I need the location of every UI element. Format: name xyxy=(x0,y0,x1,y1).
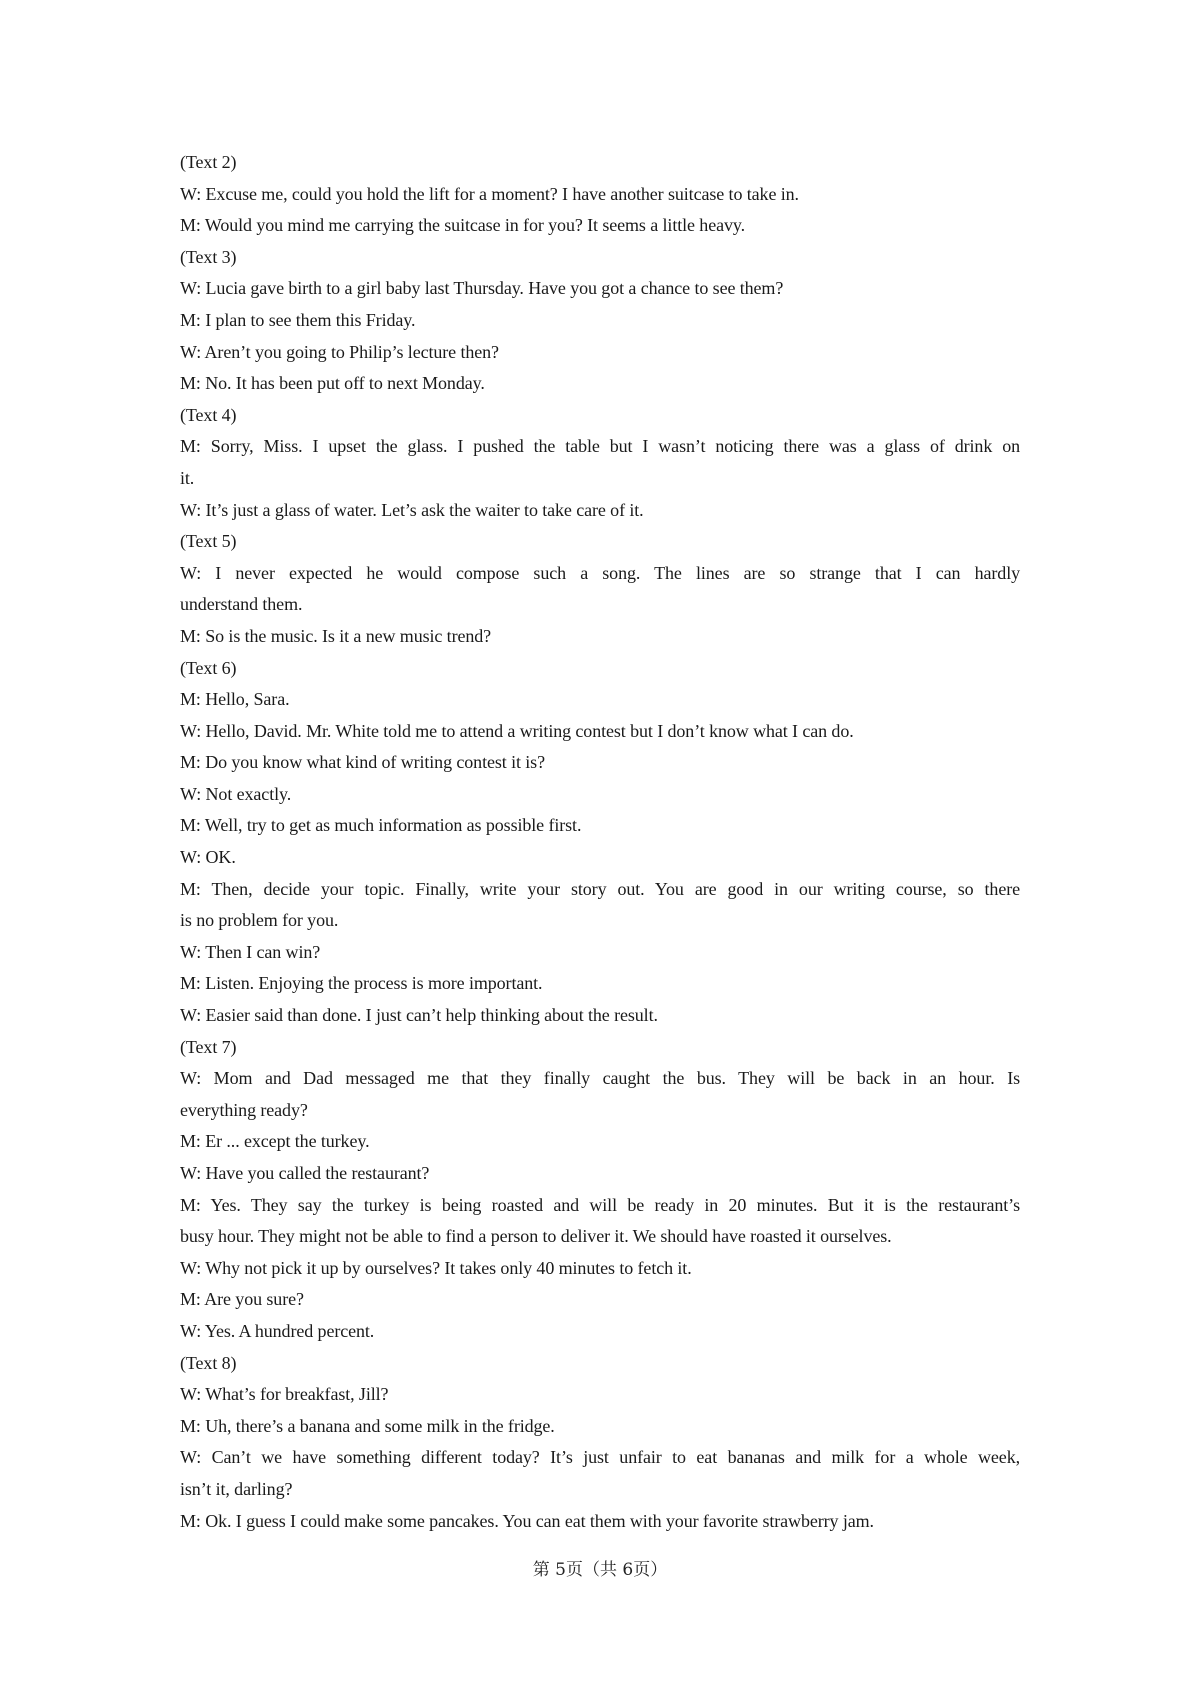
dialogue-line-continuation: it. xyxy=(180,467,195,488)
dialogue-line: W: It’s just a glass of water. Let’s ask the waiter to take care of it. xyxy=(180,499,644,520)
text-heading: (Text 7) xyxy=(180,1036,237,1057)
dialogue-line: W: What’s for breakfast, Jill? xyxy=(180,1384,389,1405)
dialogue-line: M: Er ... except the turkey. xyxy=(180,1131,370,1152)
transcript-body xyxy=(180,147,1020,1537)
dialogue-line: W: Why not pick it up by ourselves? It takes only 40 minutes to fetch it. xyxy=(180,1257,692,1278)
dialogue-line-continuation: isn’t it, darling? xyxy=(180,1478,293,1499)
text-heading: (Text 8) xyxy=(180,1352,237,1373)
dialogue-line: W: Then I can win? xyxy=(180,941,321,962)
dialogue-line: W: Can’t we have something different today? It’s just unfair to eat bananas and milk for a whole week, xyxy=(180,1447,1020,1468)
dialogue-line: W: Not exactly. xyxy=(180,783,292,804)
dialogue-line: M: Then, decide your topic. Finally, write your story out. You are good in our writing course, so there xyxy=(180,878,1020,899)
text-heading: (Text 4) xyxy=(180,404,237,425)
dialogue-line: W: Mom and Dad messaged me that they finally caught the bus. They will be back in an hour. Is xyxy=(180,1068,1020,1089)
text-heading: (Text 5) xyxy=(180,531,237,552)
page-number-footer: 第 5页（共 6页） xyxy=(532,1560,668,1580)
dialogue-line-continuation: everything ready? xyxy=(180,1099,308,1120)
dialogue-line-continuation: busy hour. They might not be able to find a person to deliver it. We should have roasted it ourselves. xyxy=(180,1226,892,1247)
text-heading: (Text 3) xyxy=(180,246,237,267)
dialogue-line: W: Yes. A hundred percent. xyxy=(180,1320,375,1341)
dialogue-line: W: OK. xyxy=(180,847,236,868)
dialogue-line: M: Well, try to get as much information as possible first. xyxy=(180,815,582,836)
dialogue-line: M: I plan to see them this Friday. xyxy=(180,309,416,330)
dialogue-line: M: Listen. Enjoying the process is more important. xyxy=(180,973,543,994)
dialogue-line: M: Ok. I guess I could make some pancakes. You can eat them with your favorite strawberry jam. xyxy=(180,1510,874,1531)
dialogue-line-continuation: understand them. xyxy=(180,594,303,615)
dialogue-line: W: Hello, David. Mr. White told me to attend a writing contest but I don’t know what I can do. xyxy=(180,720,854,741)
dialogue-line: M: Hello, Sara. xyxy=(180,689,290,710)
dialogue-line: M: Uh, there’s a banana and some milk in the fridge. xyxy=(180,1415,555,1436)
dialogue-line: W: Have you called the restaurant? xyxy=(180,1163,430,1183)
dialogue-line: W: Lucia gave birth to a girl baby last Thursday. Have you got a chance to see them? xyxy=(180,278,784,299)
dialogue-line: M: So is the music. Is it a new music trend? xyxy=(180,625,492,646)
dialogue-line: W: I never expected he would compose such a song. The lines are so strange that I can hardly xyxy=(180,562,1020,583)
dialogue-line: M: Are you sure? xyxy=(180,1289,304,1310)
dialogue-line: M: Yes. They say the turkey is being roasted and will be ready in 20 minutes. But it is the restaurant’s xyxy=(180,1194,1020,1215)
text-heading: (Text 2) xyxy=(180,152,237,172)
dialogue-line-continuation: is no problem for you. xyxy=(180,910,339,931)
text-heading: (Text 6) xyxy=(180,657,237,678)
dialogue-line: W: Aren’t you going to Philip’s lecture then? xyxy=(180,341,499,362)
dialogue-line: M: Do you know what kind of writing contest it is? xyxy=(180,752,545,773)
dialogue-line: W: Excuse me, could you hold the lift for a moment? I have another suitcase to take in. xyxy=(180,183,799,204)
dialogue-line: W: Easier said than done. I just can’t help thinking about the result. xyxy=(180,1005,658,1026)
dialogue-line: M: Sorry, Miss. I upset the glass. I pushed the table but I wasn’t noticing there was a glass of drink on xyxy=(180,436,1020,457)
dialogue-line: M: Would you mind me carrying the suitcase in for you? It seems a little heavy. xyxy=(180,215,746,236)
dialogue-line: M: No. It has been put off to next Monday. xyxy=(180,373,485,394)
